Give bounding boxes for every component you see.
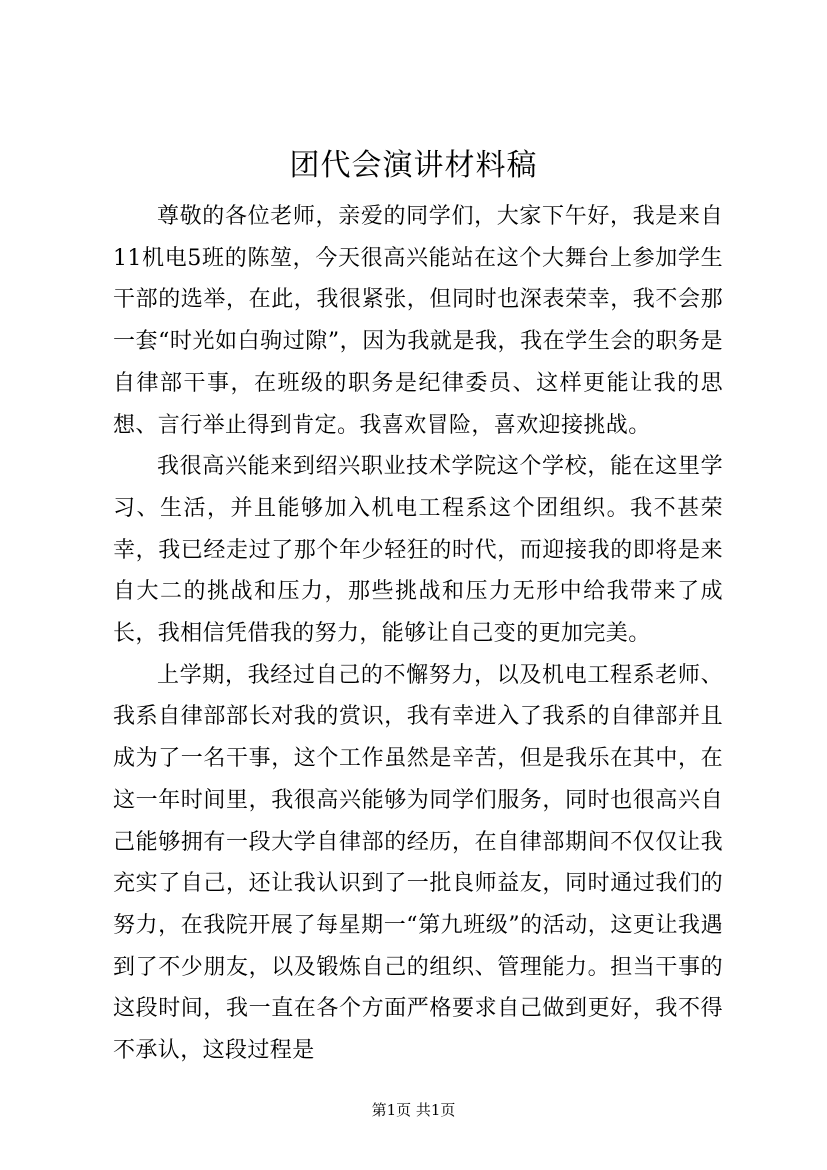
paragraph-2: 我很高兴能来到绍兴职业技术学院这个学校，能在这里学习、生活，并且能够加入机电工程系这个团组织。我不甚荣幸，我已经走过了那个年少轻狂的时代，而迎接我的即将是来自大二的挑战和压力，那些挑战和压力无形中给我带来了成长，我相信凭借我的努力，能够让自己变的更加完美。 — [113, 454, 723, 647]
document-title: 团代会演讲材料稿 — [289, 148, 538, 183]
document-body — [113, 196, 723, 1072]
page-number-footer: 第1页 共1页 — [371, 1101, 456, 1119]
paragraph-3: 上学期，我经过自己的不懈努力，以及机电工程系老师、我系自律部部长对我的赏识，我有幸进入了我系的自律部并且成为了一名干事，这个工作虽然是辛苦，但是我乐在其中，在这一年时间里，我很高兴能够为同学们服务，同时也很高兴自己能够拥有一段大学自律部的经历，在自律部期间不仅仅让我充实了自己，还让我认识到了一批良师益友，同时通过我们的努力，在我院开展了每星期一“第九班级”的活动，这更让我遇到了不少朋友，以及锻炼自己的组织、管理能力。担当干事的这段时间，我一直在各个方面严格要求自己做到更好，我不得不承认，这段过程是 — [113, 662, 723, 1064]
paragraph-1: 尊敬的各位老师，亲爱的同学们，大家下午好，我是来自11机电5班的陈堃，今天很高兴能站在这个大舞台上参加学生干部的选举，在此，我很紧张，但同时也深表荣幸，我不会那一套“时光如白驹过隙”，因为我就是我，我在学生会的职务是自律部干事，在班级的职务是纪律委员、这样更能让我的思想、言行举止得到肯定。我喜欢冒险，喜欢迎接挑战。 — [113, 204, 723, 438]
